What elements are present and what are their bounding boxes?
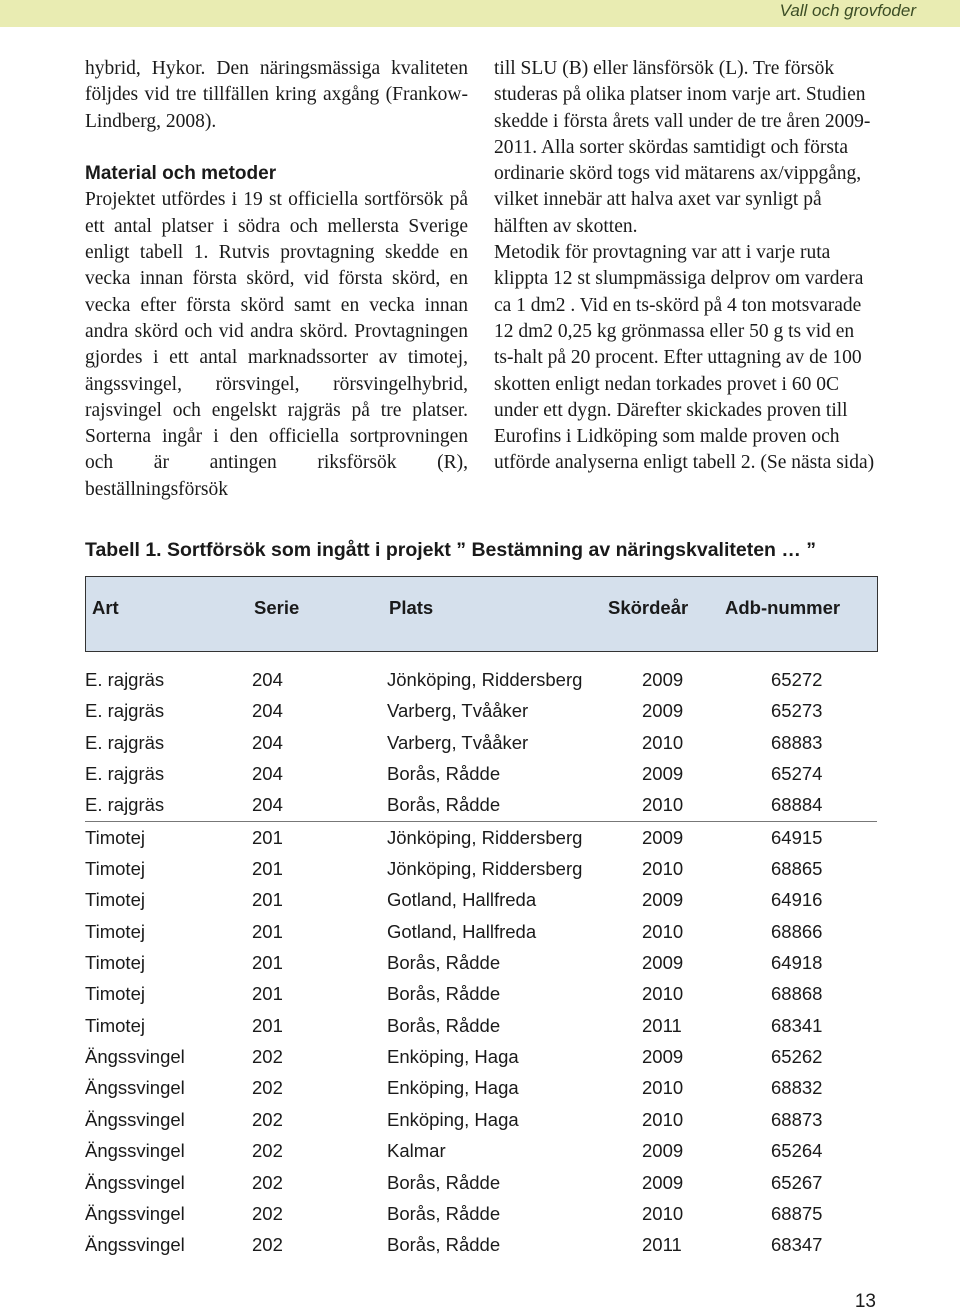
cell-art: E. rajgräs bbox=[85, 700, 165, 722]
table-row bbox=[85, 1167, 877, 1198]
cell-year: 2010 bbox=[642, 1202, 684, 1224]
cell-plats: Jönköping, Riddersberg bbox=[387, 858, 583, 880]
table-row bbox=[85, 1010, 877, 1041]
header-adb: Adb-nummer bbox=[725, 597, 841, 618]
table-header bbox=[85, 576, 878, 652]
cell-serie: 202 bbox=[252, 1171, 283, 1193]
cell-art: Timotej bbox=[85, 826, 145, 848]
cell-serie: 201 bbox=[252, 1014, 283, 1036]
cell-plats: Gotland, Hallfreda bbox=[387, 889, 537, 911]
cell-plats: Borås, Rådde bbox=[387, 794, 501, 816]
table-caption: Tabell 1. Sortförsök som ingått i projekt ” Bestämning av näringskvaliteten … ” bbox=[85, 539, 817, 561]
cell-adb: 65272 bbox=[771, 669, 823, 690]
cell-serie: 201 bbox=[252, 920, 283, 942]
cell-year: 2009 bbox=[642, 889, 684, 911]
table-row bbox=[85, 884, 877, 915]
right-column bbox=[494, 56, 876, 477]
cell-art: E. rajgräs bbox=[85, 731, 165, 753]
cell-year: 2010 bbox=[642, 1108, 684, 1130]
cell-plats: Borås, Rådde bbox=[387, 952, 501, 974]
cell-year: 2009 bbox=[642, 826, 684, 848]
cell-plats: Jönköping, Riddersberg bbox=[387, 669, 583, 690]
cell-year: 2009 bbox=[642, 1046, 684, 1068]
cell-serie: 201 bbox=[252, 889, 283, 911]
cell-year: 2011 bbox=[642, 1234, 682, 1256]
table-row bbox=[85, 978, 877, 1009]
cell-art: Ängssvingel bbox=[85, 1046, 185, 1068]
cell-adb: 68873 bbox=[771, 1108, 823, 1130]
intro-paragraph: hybrid, Hykor. Den näringsmässiga kvaliteten följdes vid tre tillfällen kring axgång (Frankow-Lindberg, 2008). bbox=[85, 58, 468, 132]
cell-year: 2009 bbox=[642, 952, 684, 974]
cell-plats: Gotland, Hallfreda bbox=[387, 920, 537, 942]
table-row bbox=[85, 758, 877, 789]
cell-plats: Varberg, Tvååker bbox=[387, 731, 529, 753]
cell-plats: Enköping, Haga bbox=[387, 1108, 519, 1130]
cell-serie: 202 bbox=[252, 1140, 283, 1162]
cell-art: Ängssvingel bbox=[85, 1077, 185, 1099]
running-header: Vall och grovfoder bbox=[779, 1, 916, 20]
cell-serie: 202 bbox=[252, 1202, 283, 1224]
header-serie: Serie bbox=[254, 597, 300, 618]
cell-adb: 65262 bbox=[771, 1046, 823, 1068]
cell-serie: 204 bbox=[252, 669, 283, 690]
cell-plats: Enköping, Haga bbox=[387, 1046, 519, 1068]
header-art: Art bbox=[92, 597, 119, 618]
cell-adb: 65264 bbox=[771, 1140, 823, 1162]
table-row bbox=[85, 1229, 877, 1260]
cell-plats: Borås, Rådde bbox=[387, 1014, 501, 1036]
cell-plats: Enköping, Haga bbox=[387, 1077, 519, 1099]
cell-art: Timotej bbox=[85, 1014, 145, 1036]
cell-serie: 204 bbox=[252, 763, 283, 785]
cell-serie: 202 bbox=[252, 1046, 283, 1068]
cell-art: Timotej bbox=[85, 858, 145, 880]
cell-serie: 204 bbox=[252, 700, 283, 722]
cell-plats: Borås, Rådde bbox=[387, 1202, 501, 1224]
cell-plats: Jönköping, Riddersberg bbox=[387, 826, 583, 848]
cell-adb: 68347 bbox=[771, 1234, 823, 1256]
cell-year: 2011 bbox=[642, 1014, 682, 1036]
cell-adb: 68868 bbox=[771, 983, 823, 1005]
page-number: 13 bbox=[854, 1291, 876, 1312]
cell-art: Timotej bbox=[85, 920, 145, 942]
cell-plats: Borås, Rådde bbox=[387, 763, 501, 785]
cell-serie: 202 bbox=[252, 1077, 283, 1099]
cell-serie: 202 bbox=[252, 1108, 283, 1130]
table-row bbox=[85, 1104, 877, 1135]
cell-adb: 68875 bbox=[771, 1202, 823, 1224]
cell-serie: 201 bbox=[252, 983, 283, 1005]
table-row bbox=[85, 822, 877, 853]
cell-year: 2009 bbox=[642, 1140, 684, 1162]
sampling-paragraph: Metodik för provtagning var att i varje ruta klippta 12 st slumpmässiga delprov om vardera ca 1 dm2 . Vid en ts-skörd på 4 ton motsvarade 12 dm2 0,25 kg grönmassa eller 50 g ts vid en ts-halt på 20 procent. Efter uttagning av de 100 skotten enligt nedan torkades provet i 60 0C under ett dygn. Därefter skickades proven till Eurofins i Lidköping som malde proven och utförde analyserna enligt tabell 2. (Se nästa sida) bbox=[494, 242, 875, 474]
cell-year: 2010 bbox=[642, 983, 684, 1005]
cell-year: 2010 bbox=[642, 920, 684, 942]
cell-plats: Kalmar bbox=[387, 1140, 446, 1162]
cell-adb: 68832 bbox=[771, 1077, 823, 1099]
cell-plats: Varberg, Tvååker bbox=[387, 700, 529, 722]
cell-adb: 68884 bbox=[771, 794, 823, 816]
cell-art: Ängssvingel bbox=[85, 1140, 185, 1162]
table-row bbox=[85, 947, 877, 978]
table-row bbox=[85, 1198, 877, 1229]
table-row bbox=[85, 916, 877, 947]
cell-adb: 64916 bbox=[771, 889, 823, 911]
cell-adb: 68883 bbox=[771, 731, 823, 753]
cell-adb: 68341 bbox=[771, 1014, 823, 1036]
cell-year: 2009 bbox=[642, 700, 684, 722]
table-row bbox=[85, 727, 877, 758]
table-row bbox=[85, 789, 877, 821]
table-body bbox=[85, 664, 877, 1261]
cell-serie: 202 bbox=[252, 1234, 283, 1256]
methods-paragraph: Projektet utfördes i 19 st officiella sortförsök på ett antal platser i södra och mellersta Sverige enligt tabell 1. Rutvis provtagning skedde en vecka innan första skörd, vid första skörd, en vecka efter första skörd samt en vecka innan andra skörd och vid andra skörd. Provtagningen gjordes i ett antal marknadssorter av timotej, ängssvingel, rörsvingel, rörsvingelhybrid, rajsvingel och engelskt rajgräs på tre platser. Sorterna ingår i den officiella sortprovningen och är antingen riksförsök (R), beställningsförsök bbox=[85, 189, 468, 500]
cell-year: 2009 bbox=[642, 1171, 684, 1193]
header-plats: Plats bbox=[389, 597, 434, 618]
table-row bbox=[85, 853, 877, 884]
cell-art: Ängssvingel bbox=[85, 1108, 185, 1130]
cell-art: Timotej bbox=[85, 983, 145, 1005]
cell-adb: 65274 bbox=[771, 763, 823, 785]
cell-year: 2010 bbox=[642, 794, 684, 816]
cell-art: Timotej bbox=[85, 952, 145, 974]
cell-art: E. rajgräs bbox=[85, 763, 165, 785]
table-row bbox=[85, 1135, 877, 1166]
cell-plats: Borås, Rådde bbox=[387, 983, 501, 1005]
cell-year: 2010 bbox=[642, 1077, 684, 1099]
cell-art: Ängssvingel bbox=[85, 1234, 185, 1256]
cell-art: E. rajgräs bbox=[85, 669, 165, 690]
cell-serie: 201 bbox=[252, 858, 283, 880]
cell-art: Timotej bbox=[85, 889, 145, 911]
table-row bbox=[85, 1041, 877, 1072]
cell-serie: 204 bbox=[252, 794, 283, 816]
study-paragraph: till SLU (B) eller länsförsök (L). Tre försök studeras på olika platser inom varje art. Studien skedde i första årets vall under de tre åren 2009-2011. Alla sorter skördas samtidigt och första ordinarie skörd togs vid mätarens ax/vippgång, vilket innebär att halva axet var synligt på hälften av skotten. bbox=[494, 58, 871, 237]
cell-serie: 201 bbox=[252, 952, 283, 974]
cell-art: E. rajgräs bbox=[85, 794, 165, 816]
cell-year: 2009 bbox=[642, 669, 684, 690]
cell-plats: Borås, Rådde bbox=[387, 1234, 501, 1256]
cell-year: 2010 bbox=[642, 731, 684, 753]
cell-art: Ängssvingel bbox=[85, 1202, 185, 1224]
cell-adb: 65273 bbox=[771, 700, 823, 722]
cell-serie: 204 bbox=[252, 731, 283, 753]
table-row bbox=[85, 664, 877, 695]
cell-adb: 64915 bbox=[771, 826, 823, 848]
table-row bbox=[85, 695, 877, 726]
cell-art: Ängssvingel bbox=[85, 1171, 185, 1193]
table-row bbox=[85, 1072, 877, 1103]
cell-adb: 68866 bbox=[771, 920, 823, 942]
cell-adb: 64918 bbox=[771, 952, 823, 974]
header-band bbox=[0, 0, 960, 27]
cell-plats: Borås, Rådde bbox=[387, 1171, 501, 1193]
cell-year: 2010 bbox=[642, 858, 684, 880]
header-year: Skördeår bbox=[608, 597, 689, 618]
paragraph-spacer bbox=[85, 135, 468, 161]
section-title: Material och metoder bbox=[85, 163, 277, 185]
cell-year: 2009 bbox=[642, 763, 684, 785]
left-column bbox=[85, 56, 468, 503]
cell-serie: 201 bbox=[252, 826, 283, 848]
cell-adb: 65267 bbox=[771, 1171, 823, 1193]
cell-adb: 68865 bbox=[771, 858, 823, 880]
